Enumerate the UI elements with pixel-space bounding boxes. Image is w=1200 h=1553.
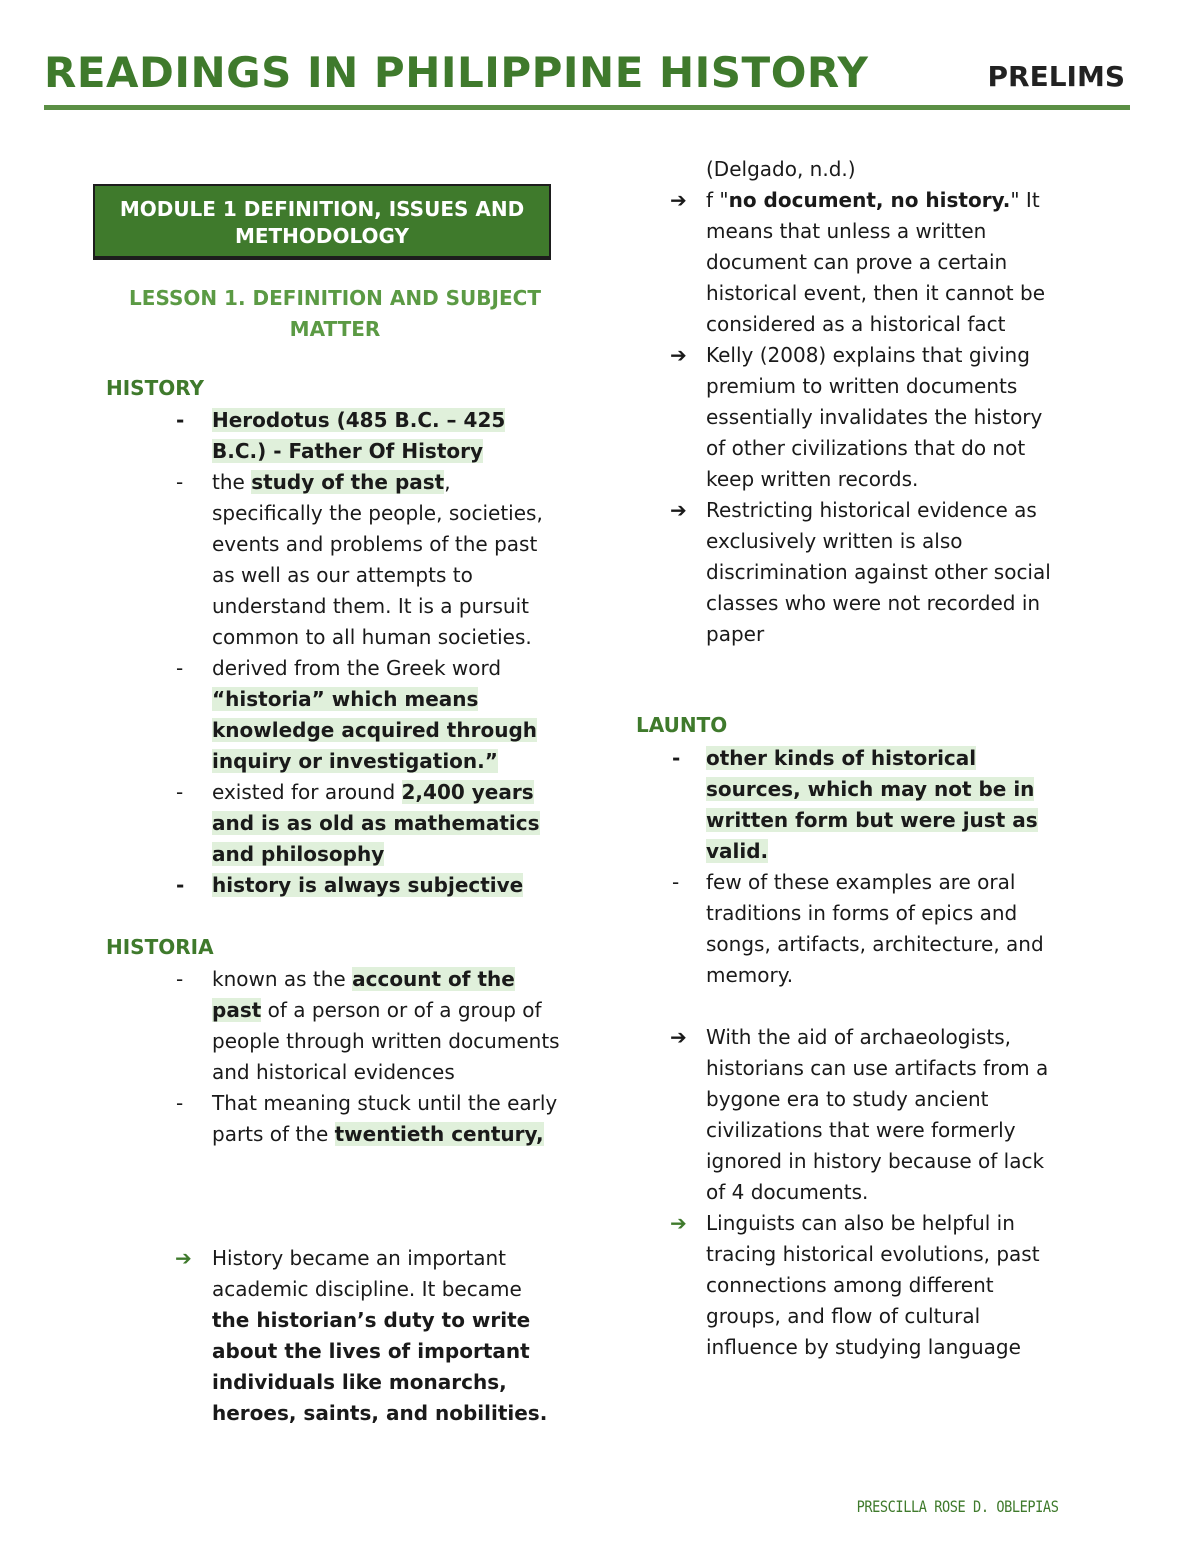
historian-duty-text: the historian’s duty to write about the lives of important individuals like monarchs, heroes, saints, and nobilities. (212, 1308, 548, 1425)
highlight-study-of-past: study of the past (251, 470, 445, 494)
arrow-item: ➔ Kelly (2008) explains that giving premium to written documents essentially invalidates the history of other civilizations that do not keep written records. (706, 340, 1066, 495)
module-title-box: MODULE 1 DEFINITION, ISSUES AND METHODOLOGY (93, 184, 551, 260)
list-item (672, 743, 1061, 867)
arrow-icon: ➔ (670, 343, 687, 367)
launto-list (672, 743, 1061, 991)
bullet-dash: - (176, 967, 184, 991)
right-column (670, 155, 1066, 650)
list-item: - few of these examples are oral traditions in forms of epics and songs, artifacts, architecture, and memory. (706, 867, 1061, 991)
historia-list (176, 964, 562, 1150)
discipline-continuation (706, 154, 1066, 185)
highlight-account-of-past: account of the past (212, 967, 515, 1022)
bullet-dash: - (176, 780, 184, 804)
discipline-note: ➔ History became an important academic discipline. It became the historian’s duty to write about the lives of important individuals like monarchs, heroes, saints, and nobilities. (212, 1243, 557, 1429)
arrow-item: ➔ Restricting historical evidence as exclusively written is also discrimination against other social classes who were not recorded in paper (706, 495, 1066, 650)
history-list (176, 405, 562, 901)
list-item (176, 870, 562, 901)
launto-notes (670, 1022, 1066, 1363)
citation-delgado: (Delgado, n.d.) (706, 157, 856, 181)
highlight-historia: “historia” which means knowledge acquired through inquiry or investigation.” (212, 687, 537, 773)
bullet-dash: - (176, 1091, 184, 1115)
arrow-item: ➔ With the aid of archaeologists, historians can use artifacts from a bygone era to study ancient civilizations that were formerly ignored in history because of lack of 4 documents. (706, 1022, 1066, 1208)
arrow-icon: ➔ (670, 1211, 687, 1235)
no-document-text: no document, no history. (728, 188, 1011, 212)
arrow-icon: ➔ (175, 1246, 192, 1270)
list-item: - known as the account of the past of a person or of a group of people through written documents and historical evidences (212, 964, 562, 1088)
bullet-dash: - (176, 408, 185, 432)
herodotus-text: Herodotus (485 B.C. – 425 B.C.) - Father Of History (212, 408, 506, 463)
highlight-twentieth-century: twentieth century, (334, 1122, 544, 1146)
bullet-dash: - (176, 656, 184, 680)
bullet-dash: - (176, 470, 184, 494)
section-heading-history: HISTORY (106, 376, 205, 400)
highlight-other-sources: other kinds of historical sources, which may not be in written form but were just as valid. (706, 746, 1038, 863)
list-item (176, 405, 562, 467)
section-heading-historia: HISTORIA (106, 935, 214, 959)
list-item: - derived from the Greek word “historia” which means knowledge acquired through inquiry or investigation.” (212, 653, 562, 777)
section-heading-launto: LAUNTO (636, 713, 728, 737)
highlight-subjective: history is always subjective (212, 873, 524, 897)
list-item: - the study of the past, specifically the people, societies, events and problems of the past as well as our attempts to understand them. It is a pursuit common to all human societies. (212, 467, 562, 653)
list-item: - That meaning stuck until the early parts of the twentieth century, (212, 1088, 562, 1150)
bullet-dash: - (176, 873, 185, 897)
bullet-dash: - (672, 746, 681, 770)
arrow-icon: ➔ (670, 498, 687, 522)
lesson-title: LESSON 1. DEFINITION AND SUBJECT MATTER (129, 286, 541, 341)
document-title: READINGS IN PHILIPPINE HISTORY (44, 48, 869, 97)
arrow-item: ➔ f "no document, no history." It means that unless a written document can prove a certain historical event, then it cannot be considered as a historical fact (706, 185, 1066, 340)
arrow-icon: ➔ (670, 1025, 687, 1049)
bullet-dash: - (672, 870, 680, 894)
author-signature: PRESCILLA ROSE D. OBLEPIAS (856, 1497, 1058, 1516)
arrow-item: ➔ Linguists can also be helpful in tracing historical evolutions, past connections among different groups, and flow of cultural influence by studying language (706, 1208, 1066, 1363)
highlight-2400-years: 2,400 years and is as old as mathematics and philosophy (212, 780, 540, 866)
list-item: - existed for around 2,400 years and is as old as mathematics and philosophy (212, 777, 562, 870)
header-divider (44, 105, 1130, 110)
arrow-icon: ➔ (670, 188, 687, 212)
exam-tag: PRELIMS (987, 60, 1125, 93)
